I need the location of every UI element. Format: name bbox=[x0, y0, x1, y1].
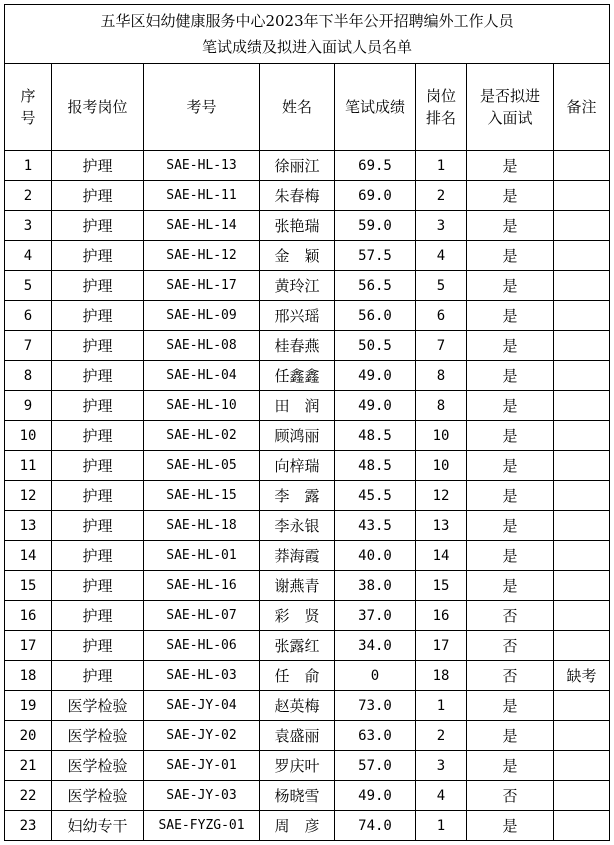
table-row bbox=[5, 481, 610, 511]
position-cell: 护理 bbox=[52, 511, 144, 541]
rank-cell: 18 bbox=[416, 661, 467, 691]
title-line-2: 笔试成绩及拟进入面试人员名单 bbox=[202, 38, 413, 56]
position-cell: 医学检验 bbox=[52, 691, 144, 721]
position-cell: 医学检验 bbox=[52, 751, 144, 781]
header-seq: 序号 bbox=[5, 64, 52, 151]
score-cell: 38.0 bbox=[335, 571, 416, 601]
results-sheet bbox=[4, 4, 609, 840]
remark-cell: 缺考 bbox=[554, 661, 610, 691]
interview-cell: 是 bbox=[467, 811, 554, 841]
exam-number-cell: SAE-HL-08 bbox=[144, 331, 260, 361]
interview-cell: 是 bbox=[467, 211, 554, 241]
interview-cell: 是 bbox=[467, 481, 554, 511]
interview-cell: 是 bbox=[467, 541, 554, 571]
score-cell: 49.0 bbox=[335, 391, 416, 421]
position-cell: 护理 bbox=[52, 331, 144, 361]
rank-cell: 1 bbox=[416, 151, 467, 181]
score-cell: 34.0 bbox=[335, 631, 416, 661]
table-row bbox=[5, 601, 610, 631]
remark-cell bbox=[554, 691, 610, 721]
table-row bbox=[5, 721, 610, 751]
rank-cell: 2 bbox=[416, 721, 467, 751]
table-row bbox=[5, 451, 610, 481]
remark-cell bbox=[554, 721, 610, 751]
rank-cell: 17 bbox=[416, 631, 467, 661]
table-row bbox=[5, 781, 610, 811]
exam-number-cell: SAE-HL-14 bbox=[144, 211, 260, 241]
header-interview: 是否拟进入面试 bbox=[467, 64, 554, 151]
seq-cell: 6 bbox=[5, 301, 52, 331]
exam-number-cell: SAE-HL-03 bbox=[144, 661, 260, 691]
remark-cell bbox=[554, 421, 610, 451]
seq-cell: 17 bbox=[5, 631, 52, 661]
results-table bbox=[4, 4, 610, 841]
name-cell: 赵英梅 bbox=[260, 691, 335, 721]
remark-cell bbox=[554, 181, 610, 211]
seq-cell: 21 bbox=[5, 751, 52, 781]
remark-cell bbox=[554, 361, 610, 391]
header-score: 笔试成绩 bbox=[335, 64, 416, 151]
name-cell: 罗庆叶 bbox=[260, 751, 335, 781]
score-cell: 56.5 bbox=[335, 271, 416, 301]
remark-cell bbox=[554, 211, 610, 241]
seq-cell: 3 bbox=[5, 211, 52, 241]
score-cell: 57.5 bbox=[335, 241, 416, 271]
exam-number-cell: SAE-HL-18 bbox=[144, 511, 260, 541]
table-row bbox=[5, 391, 610, 421]
name-cell: 莽海霞 bbox=[260, 541, 335, 571]
name-cell: 李 露 bbox=[260, 481, 335, 511]
exam-number-cell: SAE-HL-15 bbox=[144, 481, 260, 511]
name-cell: 任 俞 bbox=[260, 661, 335, 691]
remark-cell bbox=[554, 451, 610, 481]
interview-cell: 是 bbox=[467, 691, 554, 721]
name-cell: 桂春燕 bbox=[260, 331, 335, 361]
table-row bbox=[5, 661, 610, 691]
seq-cell: 5 bbox=[5, 271, 52, 301]
interview-cell: 是 bbox=[467, 151, 554, 181]
name-cell: 杨晓雪 bbox=[260, 781, 335, 811]
seq-cell: 13 bbox=[5, 511, 52, 541]
header-name: 姓名 bbox=[260, 64, 335, 151]
score-cell: 48.5 bbox=[335, 451, 416, 481]
position-cell: 护理 bbox=[52, 421, 144, 451]
exam-number-cell: SAE-JY-04 bbox=[144, 691, 260, 721]
rank-cell: 8 bbox=[416, 391, 467, 421]
header-exam-number: 考号 bbox=[144, 64, 260, 151]
exam-number-cell: SAE-HL-11 bbox=[144, 181, 260, 211]
score-cell: 63.0 bbox=[335, 721, 416, 751]
table-row bbox=[5, 151, 610, 181]
interview-cell: 否 bbox=[467, 781, 554, 811]
score-cell: 50.5 bbox=[335, 331, 416, 361]
table-row bbox=[5, 361, 610, 391]
exam-number-cell: SAE-HL-17 bbox=[144, 271, 260, 301]
remark-cell bbox=[554, 811, 610, 841]
exam-number-cell: SAE-FYZG-01 bbox=[144, 811, 260, 841]
score-cell: 49.0 bbox=[335, 781, 416, 811]
remark-cell bbox=[554, 391, 610, 421]
position-cell: 护理 bbox=[52, 661, 144, 691]
table-row bbox=[5, 301, 610, 331]
position-cell: 护理 bbox=[52, 211, 144, 241]
table-row bbox=[5, 811, 610, 841]
position-cell: 护理 bbox=[52, 571, 144, 601]
position-cell: 护理 bbox=[52, 391, 144, 421]
score-cell: 40.0 bbox=[335, 541, 416, 571]
position-cell: 医学检验 bbox=[52, 781, 144, 811]
seq-cell: 19 bbox=[5, 691, 52, 721]
rank-cell: 15 bbox=[416, 571, 467, 601]
seq-cell: 8 bbox=[5, 361, 52, 391]
header-remark: 备注 bbox=[554, 64, 610, 151]
seq-cell: 12 bbox=[5, 481, 52, 511]
exam-number-cell: SAE-JY-03 bbox=[144, 781, 260, 811]
remark-cell bbox=[554, 151, 610, 181]
table-row bbox=[5, 211, 610, 241]
remark-cell bbox=[554, 601, 610, 631]
interview-cell: 是 bbox=[467, 751, 554, 781]
exam-number-cell: SAE-HL-02 bbox=[144, 421, 260, 451]
table-row bbox=[5, 541, 610, 571]
name-cell: 李永银 bbox=[260, 511, 335, 541]
seq-cell: 4 bbox=[5, 241, 52, 271]
remark-cell bbox=[554, 271, 610, 301]
name-cell: 邢兴瑶 bbox=[260, 301, 335, 331]
exam-number-cell: SAE-HL-13 bbox=[144, 151, 260, 181]
seq-cell: 14 bbox=[5, 541, 52, 571]
rank-cell: 2 bbox=[416, 181, 467, 211]
score-cell: 0 bbox=[335, 661, 416, 691]
remark-cell bbox=[554, 301, 610, 331]
score-cell: 59.0 bbox=[335, 211, 416, 241]
position-cell: 护理 bbox=[52, 601, 144, 631]
seq-cell: 20 bbox=[5, 721, 52, 751]
name-cell: 张艳瑞 bbox=[260, 211, 335, 241]
remark-cell bbox=[554, 781, 610, 811]
seq-cell: 1 bbox=[5, 151, 52, 181]
seq-cell: 22 bbox=[5, 781, 52, 811]
position-cell: 妇幼专干 bbox=[52, 811, 144, 841]
interview-cell: 是 bbox=[467, 391, 554, 421]
interview-cell: 是 bbox=[467, 331, 554, 361]
table-row bbox=[5, 421, 610, 451]
position-cell: 护理 bbox=[52, 631, 144, 661]
name-cell: 朱春梅 bbox=[260, 181, 335, 211]
exam-number-cell: SAE-HL-10 bbox=[144, 391, 260, 421]
title-line-1: 五华区妇幼健康服务中心2023年下半年公开招聘编外工作人员 bbox=[100, 12, 514, 30]
rank-cell: 4 bbox=[416, 781, 467, 811]
interview-cell: 是 bbox=[467, 241, 554, 271]
seq-cell: 18 bbox=[5, 661, 52, 691]
name-cell: 张露红 bbox=[260, 631, 335, 661]
exam-number-cell: SAE-HL-07 bbox=[144, 601, 260, 631]
seq-cell: 9 bbox=[5, 391, 52, 421]
header-row bbox=[5, 64, 610, 151]
table-row bbox=[5, 691, 610, 721]
remark-cell bbox=[554, 481, 610, 511]
score-cell: 73.0 bbox=[335, 691, 416, 721]
position-cell: 护理 bbox=[52, 301, 144, 331]
interview-cell: 否 bbox=[467, 601, 554, 631]
remark-cell bbox=[554, 631, 610, 661]
header-rank: 岗位排名 bbox=[416, 64, 467, 151]
position-cell: 护理 bbox=[52, 481, 144, 511]
table-row bbox=[5, 751, 610, 781]
position-cell: 护理 bbox=[52, 361, 144, 391]
table-body bbox=[5, 151, 610, 841]
exam-number-cell: SAE-HL-12 bbox=[144, 241, 260, 271]
interview-cell: 否 bbox=[467, 631, 554, 661]
seq-cell: 10 bbox=[5, 421, 52, 451]
rank-cell: 16 bbox=[416, 601, 467, 631]
rank-cell: 1 bbox=[416, 811, 467, 841]
rank-cell: 10 bbox=[416, 451, 467, 481]
seq-cell: 15 bbox=[5, 571, 52, 601]
position-cell: 医学检验 bbox=[52, 721, 144, 751]
score-cell: 69.0 bbox=[335, 181, 416, 211]
rank-cell: 5 bbox=[416, 271, 467, 301]
seq-cell: 23 bbox=[5, 811, 52, 841]
exam-number-cell: SAE-JY-01 bbox=[144, 751, 260, 781]
name-cell: 彩 贤 bbox=[260, 601, 335, 631]
interview-cell: 是 bbox=[467, 571, 554, 601]
exam-number-cell: SAE-HL-09 bbox=[144, 301, 260, 331]
interview-cell: 是 bbox=[467, 301, 554, 331]
exam-number-cell: SAE-HL-16 bbox=[144, 571, 260, 601]
score-cell: 37.0 bbox=[335, 601, 416, 631]
name-cell: 周 彦 bbox=[260, 811, 335, 841]
rank-cell: 6 bbox=[416, 301, 467, 331]
seq-cell: 11 bbox=[5, 451, 52, 481]
score-cell: 45.5 bbox=[335, 481, 416, 511]
seq-cell: 2 bbox=[5, 181, 52, 211]
rank-cell: 10 bbox=[416, 421, 467, 451]
title-row bbox=[5, 5, 610, 64]
name-cell: 任鑫鑫 bbox=[260, 361, 335, 391]
rank-cell: 14 bbox=[416, 541, 467, 571]
interview-cell: 否 bbox=[467, 661, 554, 691]
rank-cell: 3 bbox=[416, 211, 467, 241]
rank-cell: 3 bbox=[416, 751, 467, 781]
remark-cell bbox=[554, 331, 610, 361]
table-row bbox=[5, 271, 610, 301]
position-cell: 护理 bbox=[52, 151, 144, 181]
remark-cell bbox=[554, 571, 610, 601]
score-cell: 56.0 bbox=[335, 301, 416, 331]
table-row bbox=[5, 241, 610, 271]
header-position: 报考岗位 bbox=[52, 64, 144, 151]
name-cell: 谢燕青 bbox=[260, 571, 335, 601]
position-cell: 护理 bbox=[52, 181, 144, 211]
rank-cell: 4 bbox=[416, 241, 467, 271]
rank-cell: 12 bbox=[416, 481, 467, 511]
interview-cell: 是 bbox=[467, 511, 554, 541]
rank-cell: 8 bbox=[416, 361, 467, 391]
rank-cell: 13 bbox=[416, 511, 467, 541]
name-cell: 田 润 bbox=[260, 391, 335, 421]
remark-cell bbox=[554, 541, 610, 571]
name-cell: 徐丽江 bbox=[260, 151, 335, 181]
seq-cell: 16 bbox=[5, 601, 52, 631]
score-cell: 57.0 bbox=[335, 751, 416, 781]
remark-cell bbox=[554, 511, 610, 541]
table-row bbox=[5, 331, 610, 361]
table-row bbox=[5, 181, 610, 211]
name-cell: 金 颖 bbox=[260, 241, 335, 271]
position-cell: 护理 bbox=[52, 451, 144, 481]
table-row bbox=[5, 631, 610, 661]
name-cell: 向梓瑞 bbox=[260, 451, 335, 481]
rank-cell: 1 bbox=[416, 691, 467, 721]
interview-cell: 是 bbox=[467, 271, 554, 301]
table-row bbox=[5, 511, 610, 541]
name-cell: 黄玲江 bbox=[260, 271, 335, 301]
interview-cell: 是 bbox=[467, 181, 554, 211]
score-cell: 49.0 bbox=[335, 361, 416, 391]
exam-number-cell: SAE-HL-04 bbox=[144, 361, 260, 391]
exam-number-cell: SAE-JY-02 bbox=[144, 721, 260, 751]
table-row bbox=[5, 571, 610, 601]
interview-cell: 是 bbox=[467, 421, 554, 451]
position-cell: 护理 bbox=[52, 541, 144, 571]
exam-number-cell: SAE-HL-05 bbox=[144, 451, 260, 481]
seq-cell: 7 bbox=[5, 331, 52, 361]
name-cell: 袁盛丽 bbox=[260, 721, 335, 751]
exam-number-cell: SAE-HL-01 bbox=[144, 541, 260, 571]
interview-cell: 是 bbox=[467, 361, 554, 391]
interview-cell: 是 bbox=[467, 451, 554, 481]
position-cell: 护理 bbox=[52, 271, 144, 301]
remark-cell bbox=[554, 241, 610, 271]
score-cell: 48.5 bbox=[335, 421, 416, 451]
rank-cell: 7 bbox=[416, 331, 467, 361]
score-cell: 69.5 bbox=[335, 151, 416, 181]
score-cell: 43.5 bbox=[335, 511, 416, 541]
table-title bbox=[5, 5, 610, 64]
exam-number-cell: SAE-HL-06 bbox=[144, 631, 260, 661]
name-cell: 顾鸿丽 bbox=[260, 421, 335, 451]
remark-cell bbox=[554, 751, 610, 781]
interview-cell: 是 bbox=[467, 721, 554, 751]
position-cell: 护理 bbox=[52, 241, 144, 271]
score-cell: 74.0 bbox=[335, 811, 416, 841]
